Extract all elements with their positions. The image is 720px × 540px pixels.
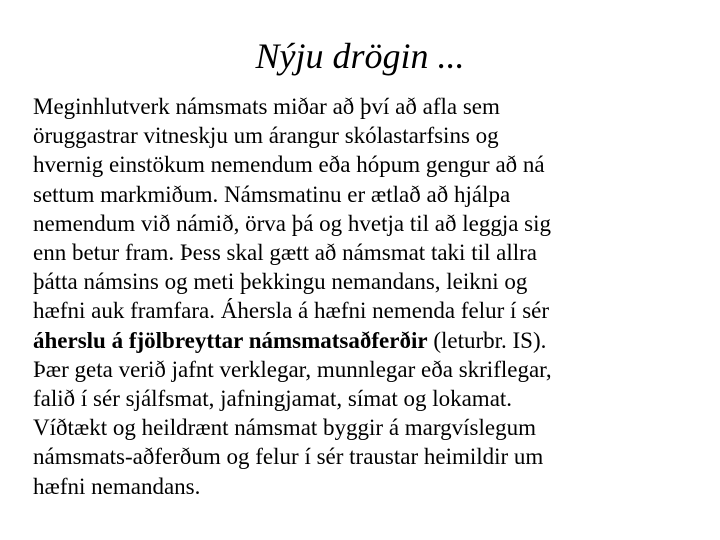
body-line-14: hæfni nemandans. <box>33 473 201 499</box>
body-line-9 <box>33 326 713 355</box>
body-line-13: námsmats-aðferðum og felur í sér traustar heimildir um <box>33 444 544 470</box>
body-line-1: Meginhlutverk námsmats miðar að því að afla sem <box>33 94 500 119</box>
body-line-2: öruggastrar vitneskju um árangur skólastarfsins og <box>33 123 499 149</box>
slide-title: Nýju drögin ... <box>255 36 465 76</box>
body-line-12: Víðtækt og heildrænt námsmat byggir á margvíslegum <box>33 415 536 441</box>
body-line-8: hæfni auk framfara. Áhersla á hæfni nemenda felur í sér <box>33 298 550 324</box>
body-line-3: hvernig einstökum nemendum eða hópum gengur að ná <box>33 152 545 178</box>
body-line-11: falið í sér sjálfsmat, jafningjamat, símat og lokamat. <box>33 386 513 412</box>
body-line-7: þátta námsins og meti þekkingu nemandans, leikni og <box>33 269 528 295</box>
emphasized-phrase: áherslu á fjölbreyttar námsmatsaðferðir <box>33 327 428 353</box>
body-line-5: nemendum við námið, örva þá og hvetja til að leggja sig <box>33 210 552 236</box>
body-paragraph <box>33 92 713 501</box>
body-line-9-rest: (leturbr. IS). <box>427 327 547 353</box>
body-line-4: settum markmiðum. Námsmatinu er ætlað að hjálpa <box>33 181 511 207</box>
body-line-6: enn betur fram. Þess skal gætt að námsmat taki til allra <box>33 240 537 266</box>
body-line-10: Þær geta verið jafnt verklegar, munnlegar eða skriflegar, <box>33 356 552 382</box>
